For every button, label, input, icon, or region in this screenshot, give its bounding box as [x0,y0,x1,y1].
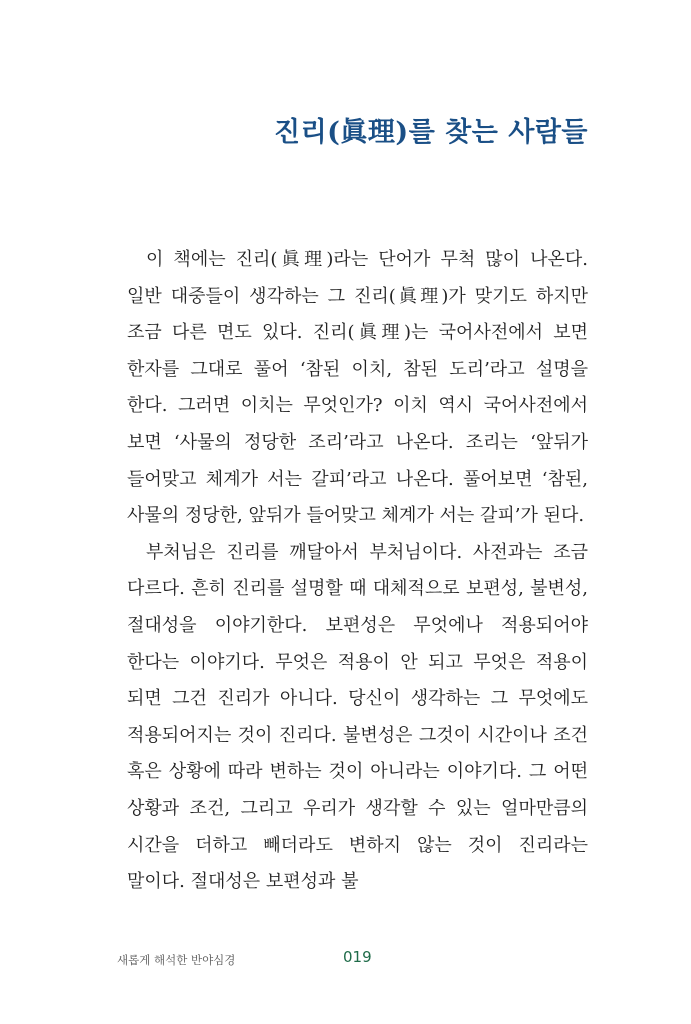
body-text [127,242,588,901]
footer-book-title: 새롭게 해석한 반야심경 [117,953,236,967]
paragraph-1: 이 책에는 진리(眞理)라는 단어가 무척 많이 나온다. 일반 대중들이 생각하는 그 진리(眞理)가 맞기도 하지만 조금 다른 면도 있다. 진리(眞理)는 국어사전에서 보면 한자를 그대로 풀어 ‘참된 이치, 참된 도리’라고 설명을 한다. 그러면 이치는 무엇인가? 이치 역시 국어사전에서 보면 ‘사물의 정당한 조리’라고 나온다. 조리는 ‘앞뒤가 들어맞고 체계가 서는 갈피’라고 나온다. 풀어보면 ‘참된, 사물의 정당한, 앞뒤가 들어맞고 체계가 서는 갈피’가 된다. [127,249,588,527]
chapter-title: 진리(眞理)를 찾는 사람들 [273,117,588,149]
page-number: 019 [343,948,372,966]
paragraph-2: 부처님은 진리를 깨달아서 부처님이다. 사전과는 조금 다르다. 흔히 진리를 설명할 때 대체적으로 보편성, 불변성, 절대성을 이야기한다. 보편성은 무엇에나 적용되어야 한다는 이야기다. 무엇은 적용이 안 되고 무엇은 적용이 되면 그건 진리가 아니다. 당신이 생각하는 그 무엇에도 적용되어지는 것이 진리다. 불변성은 그것이 시간이나 조건 혹은 상황에 따라 변하는 것이 아니라는 이야기다. 그 어떤 상황과 조건, 그리고 우리가 생각할 수 있는 얼마만큼의 시간을 더하고 빼더라도 변하지 않는 것이 진리라는 말이다. 절대성은 보편성과 불 [127,541,588,893]
